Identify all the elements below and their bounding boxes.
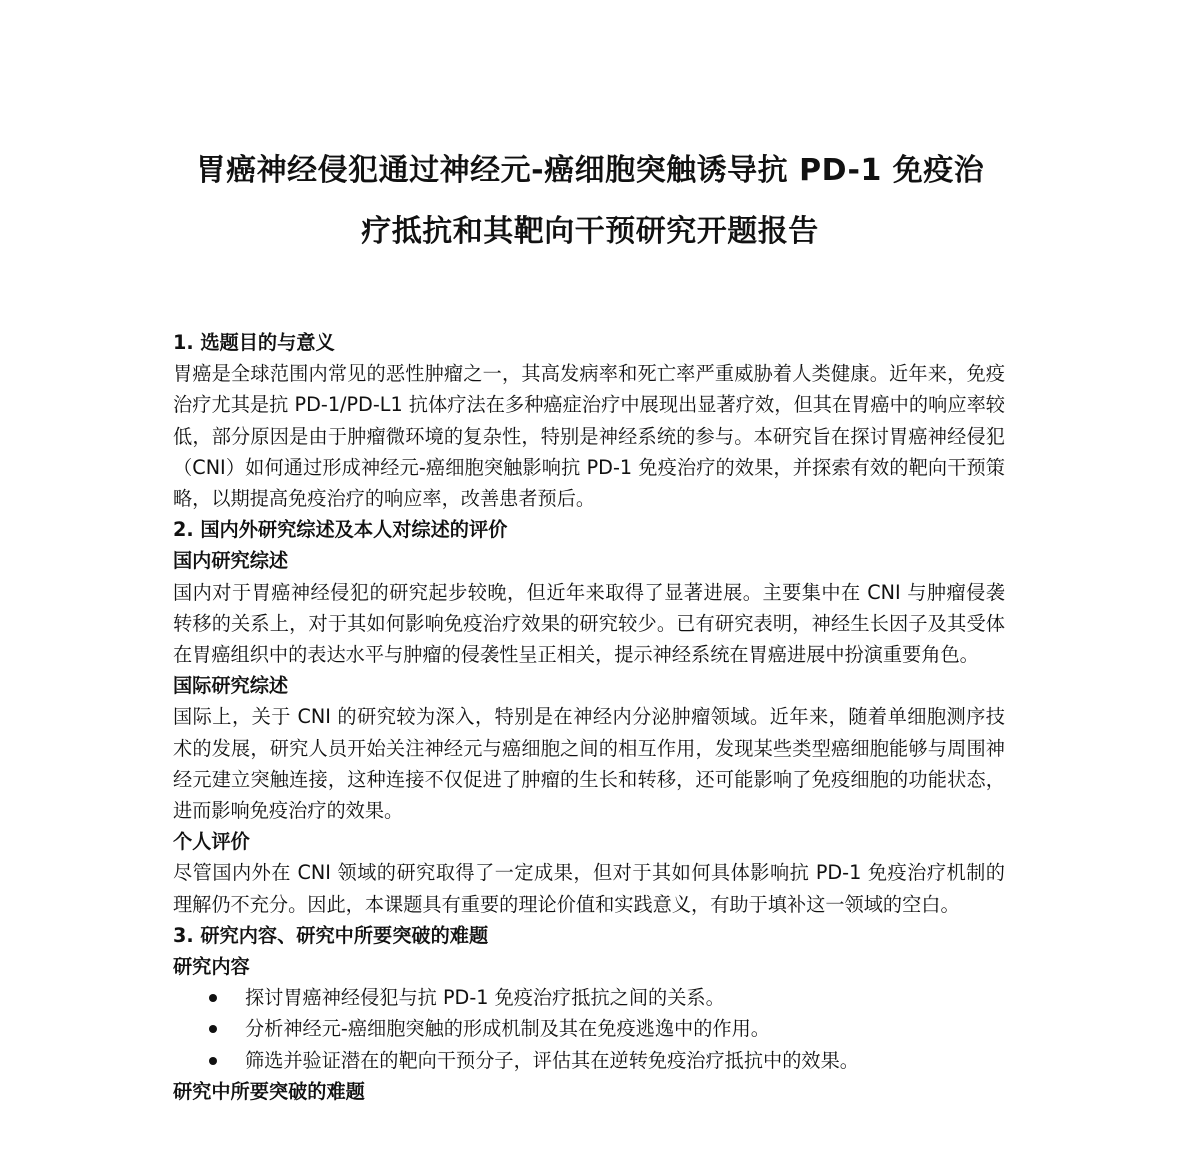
research-content-heading: 研究内容	[173, 955, 250, 979]
bullet-icon	[209, 994, 217, 1002]
list-item	[173, 1013, 1005, 1044]
list-item	[173, 1045, 1005, 1076]
international-review-heading: 国际研究综述	[173, 674, 289, 698]
bullet-icon	[209, 1025, 217, 1033]
personal-evaluation-heading: 个人评价	[173, 830, 250, 854]
domestic-review-heading: 国内研究综述	[173, 549, 289, 573]
section-2-heading: 2. 国内外研究综述及本人对综述的评价	[173, 518, 508, 542]
list-item-text: 筛选并验证潜在的靶向干预分子，评估其在逆转免疫治疗抵抗中的效果。	[245, 1048, 859, 1072]
bullet-icon	[209, 1057, 217, 1065]
domestic-review-paragraph: 国内对于胃癌神经侵犯的研究起步较晚，但近年来取得了显著进展。主要集中在 CNI 与肿瘤侵袭转移的关系上，对于其如何影响免疫治疗效果的研究较少。已有研究表明，神经生长因子及其受体在胃癌组织中的表达水平与肿瘤的侵袭性呈正相关，提示神经系统在胃癌进展中扮演重要角色。	[173, 580, 1005, 667]
title-line-1: 胃癌神经侵犯通过神经元-癌细胞突触诱导抗 PD-1 免疫治	[195, 153, 985, 188]
research-content-list	[173, 982, 1005, 1076]
title-line-2: 疗抵抗和其靶向干预研究开题报告	[361, 214, 819, 249]
research-difficulty-heading: 研究中所要突破的难题	[173, 1079, 365, 1103]
document-title	[150, 140, 1030, 262]
personal-evaluation-paragraph: 尽管国内外在 CNI 领域的研究取得了一定成果，但对于其如何具体影响抗 PD-1 免疫治疗机制的理解仍不充分。因此，本课题具有重要的理论价值和实践意义，有助于填补这一领域的空白。	[173, 861, 1005, 916]
section-1-paragraph: 胃癌是全球范围内常见的恶性肿瘤之一，其高发病率和死亡率严重威胁着人类健康。近年来，免疫治疗尤其是抗 PD-1/PD-L1 抗体疗法在多种癌症治疗中展现出显著疗效，但其在胃癌中的响应率较低，部分原因是由于肿瘤微环境的复杂性，特别是神经系统的参与。本研究旨在探讨胃癌神经侵犯（CNI）如何通过形成神经元-癌细胞突触影响抗 PD-1 免疫治疗的效果，并探索有效的靶向干预策略，以期提高免疫治疗的响应率，改善患者预后。	[173, 362, 1005, 511]
list-item	[173, 982, 1005, 1013]
international-review-paragraph: 国际上，关于 CNI 的研究较为深入，特别是在神经内分泌肿瘤领域。近年来，随着单细胞测序技术的发展，研究人员开始关注神经元与癌细胞之间的相互作用，发现某些类型癌细胞能够与周围神经元建立突触连接，这种连接不仅促进了肿瘤的生长和转移，还可能影响了免疫细胞的功能状态，进而影响免疫治疗的效果。	[173, 705, 1005, 823]
list-item-text: 分析神经元-癌细胞突触的形成机制及其在免疫逃逸中的作用。	[245, 1017, 770, 1041]
section-3-heading: 3. 研究内容、研究中所要突破的难题	[173, 923, 489, 947]
list-item-text: 探讨胃癌神经侵犯与抗 PD-1 免疫治疗抵抗之间的关系。	[245, 986, 725, 1010]
document-body	[173, 327, 1005, 1107]
section-1-heading: 1. 选题目的与意义	[173, 331, 335, 354]
